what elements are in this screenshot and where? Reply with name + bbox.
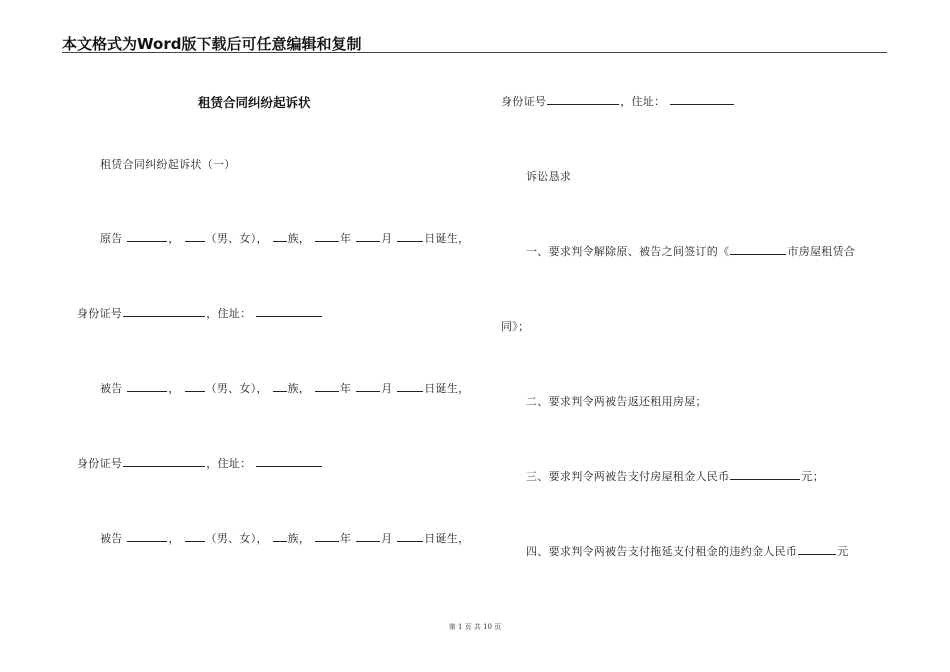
- year-blank[interactable]: [315, 381, 339, 392]
- page-indicator: 第 1 页 共 10 页: [448, 623, 502, 631]
- day-blank[interactable]: [397, 231, 423, 242]
- plaintiff-label: 原告: [100, 232, 123, 245]
- month-blank[interactable]: [356, 381, 380, 392]
- claim-2: 二、要求判令两被告返还租用房屋；: [526, 395, 707, 408]
- birth-text: 日诞生，: [424, 232, 470, 245]
- defendant-label: 被告: [100, 382, 123, 395]
- year-text: 年: [340, 382, 352, 395]
- birth-text: 日诞生，: [424, 532, 470, 545]
- claim-1-text: 一、要求判令解除原、被告之间签订的《: [526, 245, 730, 258]
- month-text: 月: [381, 382, 393, 395]
- ethnicity-text: 族，: [287, 382, 311, 395]
- claim-1-tail: 市房屋租赁合: [787, 245, 856, 258]
- claim-1-continuation: 同》；: [501, 320, 530, 333]
- ethnicity-blank[interactable]: [273, 381, 287, 392]
- name-blank[interactable]: [127, 381, 167, 392]
- claims-heading: 诉讼恳求: [526, 170, 572, 183]
- penalty-amount-blank[interactable]: [798, 544, 836, 555]
- comma: ，: [168, 382, 180, 395]
- id-blank[interactable]: [547, 94, 619, 105]
- gender-text: （男、女），: [205, 232, 268, 245]
- year-text: 年: [340, 232, 352, 245]
- ethnicity-blank[interactable]: [273, 531, 287, 542]
- gender-text: （男、女），: [205, 382, 268, 395]
- month-blank[interactable]: [356, 231, 380, 242]
- day-blank[interactable]: [397, 531, 423, 542]
- year-blank[interactable]: [315, 531, 339, 542]
- year-text: 年: [340, 532, 352, 545]
- claim-3-tail: 元；: [801, 470, 825, 483]
- ethnicity-text: 族，: [287, 532, 311, 545]
- month-text: 月: [381, 232, 393, 245]
- ethnicity-text: 族，: [287, 232, 311, 245]
- document-title: 租赁合同纠纷起诉状: [198, 95, 311, 110]
- id-label: 身份证号: [77, 457, 123, 470]
- id-blank[interactable]: [123, 306, 205, 317]
- rent-amount-blank[interactable]: [730, 469, 800, 480]
- gender-blank[interactable]: [185, 531, 205, 542]
- name-blank[interactable]: [127, 531, 167, 542]
- address-label: ，住址：: [206, 457, 252, 470]
- gender-text: （男、女），: [205, 532, 268, 545]
- gender-blank[interactable]: [185, 381, 205, 392]
- header-rule: [62, 52, 887, 53]
- address-blank[interactable]: [670, 94, 734, 105]
- defendant-line: [100, 380, 469, 396]
- claim-4: [526, 543, 849, 559]
- city-blank[interactable]: [730, 244, 786, 255]
- comma: ，: [168, 532, 180, 545]
- defendant-line: [100, 530, 469, 546]
- address-blank[interactable]: [256, 456, 322, 467]
- id-line: [501, 93, 735, 109]
- plaintiff-line: [100, 230, 469, 246]
- document-subtitle: 租赁合同纠纷起诉状（一）: [100, 158, 236, 171]
- address-blank[interactable]: [256, 306, 322, 317]
- birth-text: 日诞生，: [424, 382, 470, 395]
- name-blank[interactable]: [127, 231, 167, 242]
- id-line: [77, 305, 323, 321]
- gender-blank[interactable]: [185, 231, 205, 242]
- defendant-label: 被告: [100, 532, 123, 545]
- claim-3: [526, 468, 824, 484]
- claim-3-text: 三、要求判令两被告支付房屋租金人民币: [526, 470, 730, 483]
- id-line: [77, 455, 323, 471]
- address-label: ，住址：: [620, 95, 666, 108]
- id-label: 身份证号: [501, 95, 547, 108]
- ethnicity-blank[interactable]: [273, 231, 287, 242]
- id-blank[interactable]: [123, 456, 205, 467]
- day-blank[interactable]: [397, 381, 423, 392]
- month-text: 月: [381, 532, 393, 545]
- download-banner: 本文格式为Word版下载后可任意编辑和复制: [62, 35, 362, 53]
- claim-4-tail: 元: [837, 545, 849, 558]
- address-label: ，住址：: [206, 307, 252, 320]
- year-blank[interactable]: [315, 231, 339, 242]
- comma: ，: [168, 232, 180, 245]
- month-blank[interactable]: [356, 531, 380, 542]
- claim-4-text: 四、要求判令两被告支付拖延支付租金的违约金人民币: [526, 545, 798, 558]
- claim-1: [526, 243, 855, 259]
- id-label: 身份证号: [77, 307, 123, 320]
